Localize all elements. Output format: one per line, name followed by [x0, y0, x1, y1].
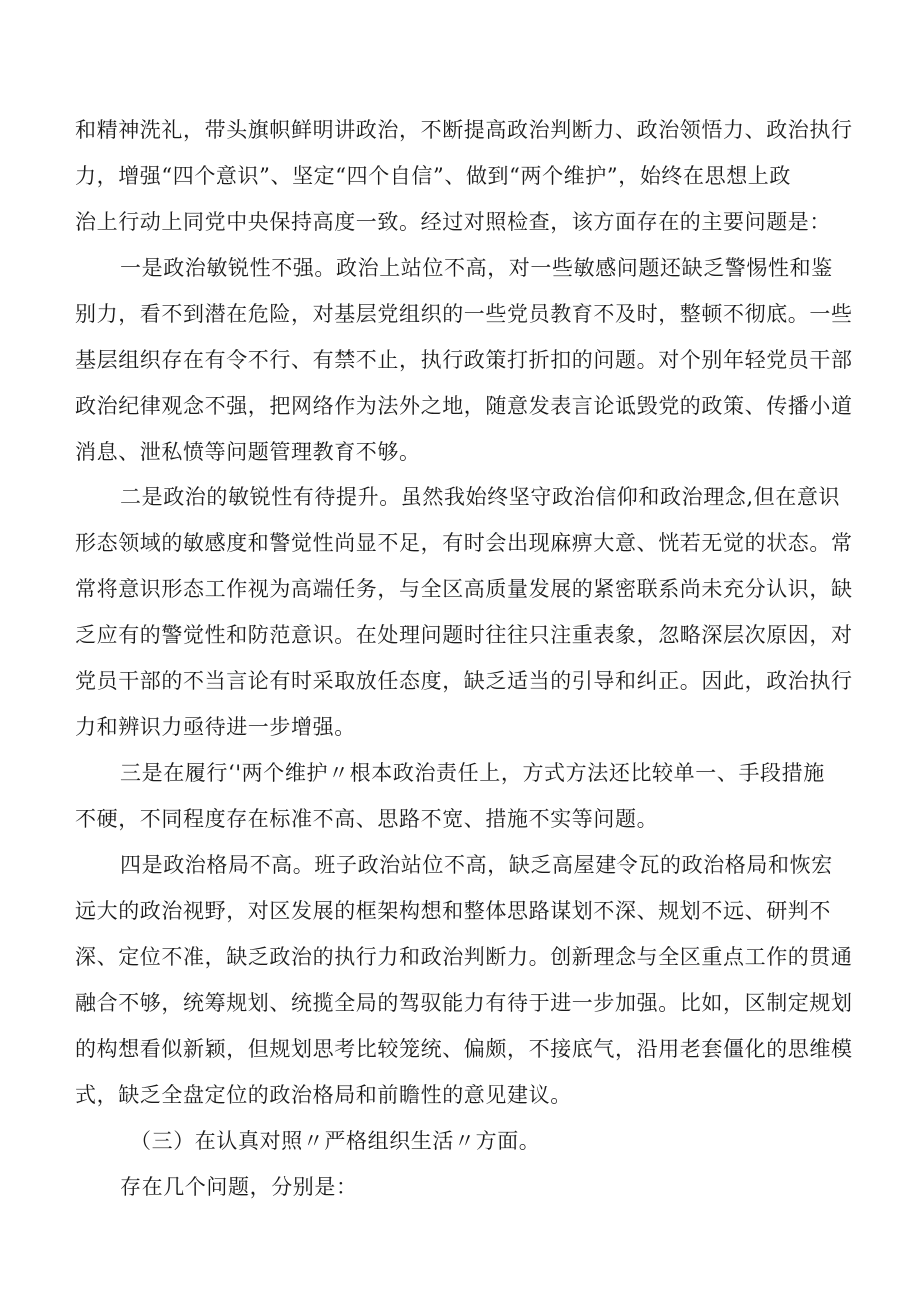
paragraph-2-line-3: 常将意识形态工作视为高端任务，与全区高质量发展的紧密联系尚未充分认识，缺 [75, 577, 853, 601]
paragraph-1-line-4: 政治纪律观念不强，把网络作为法外之地，随意发表言论诋毁党的政策、传播小道 [75, 394, 853, 418]
paragraph-2-line-2: 形态领域的敏感度和警觉性尚显不足，有时会出现麻痹大意、恍若无觉的状态。常 [75, 531, 853, 555]
paragraph-2-line-4: 乏应有的警觉性和防范意识。在处理问题时往往只注重表象，忽略深层次原因，对 [75, 623, 853, 647]
paragraph-2-line-5: 党员干部的不当言论有时采取放任态度，缺乏适当的引导和纠正。因此，政治执行 [75, 669, 853, 693]
text-line-1: 和精神洗礼，带头旗帜鲜明讲政治，不断提高政治判断力、政治领悟力、政治执行 [75, 118, 853, 142]
paragraph-2-line-1: 二是政治的敏锐性有待提升。虽然我始终坚守政治信仰和政治理念,但在意识 [120, 485, 841, 509]
text-line-2: 力，增强“四个意识”、坚定“四个自信”、做到“两个维护”，始终在思想上政 [75, 164, 792, 188]
paragraph-4-line-2: 远大的政治视野，对区发展的框架构想和整体思路谋划不深、规划不远、研判不 [75, 899, 831, 923]
paragraph-1-line-1: 一是政治敏锐性不强。政治上站位不高，对一些敏感问题还缺乏警惕性和鉴 [120, 256, 833, 280]
section-heading: （三）在认真对照〃严格组织生活〃方面。 [130, 1129, 541, 1153]
paragraph-2-line-6: 力和辨识力亟待进一步增强。 [75, 715, 356, 739]
paragraph-4-line-1: 四是政治格局不高。班子政治站位不高，缺乏高屋建令瓦的政治格局和恢宏 [120, 853, 833, 877]
text-line-3: 治上行动上同党中央保持高度一致。经过对照检查，该方面存在的主要问题是： [75, 210, 831, 234]
paragraph-4-line-4: 融合不够，统筹规划、统揽全局的驾驭能力有待于进一步加强。比如，区制定规划 [75, 991, 853, 1015]
section-intro: 存在几个问题，分别是： [120, 1175, 358, 1199]
paragraph-1-line-2: 别力，看不到潜在危险，对基层党组织的一些党员教育不及时，整顿不彻底。一些 [75, 302, 853, 326]
paragraph-1-line-5: 消息、泄私愤等问题管理教育不够。 [75, 440, 421, 464]
paragraph-1-line-3: 基层组织存在有令不行、有禁不止，执行政策打折扣的问题。对个别年轻党员干部 [75, 348, 853, 372]
paragraph-4-line-5: 的构想看似新颖，但规划思考比较笼统、偏颇，不接底气，沿用老套僵化的思维模 [75, 1037, 853, 1061]
paragraph-4-line-3: 深、定位不准，缺乏政治的执行力和政治判断力。创新理念与全区重点工作的贯通 [75, 945, 853, 969]
paragraph-3-line-1: 三是在履行‘'两个维护〃根本政治责任上，方式方法还比较单一、手段措施 [120, 761, 825, 785]
paragraph-4-line-6: 式，缺乏全盘定位的政治格局和前瞻性的意见建议。 [75, 1083, 572, 1107]
paragraph-3-line-2: 不硬，不同程度存在标准不高、思路不宽、措施不实等问题。 [75, 807, 659, 831]
